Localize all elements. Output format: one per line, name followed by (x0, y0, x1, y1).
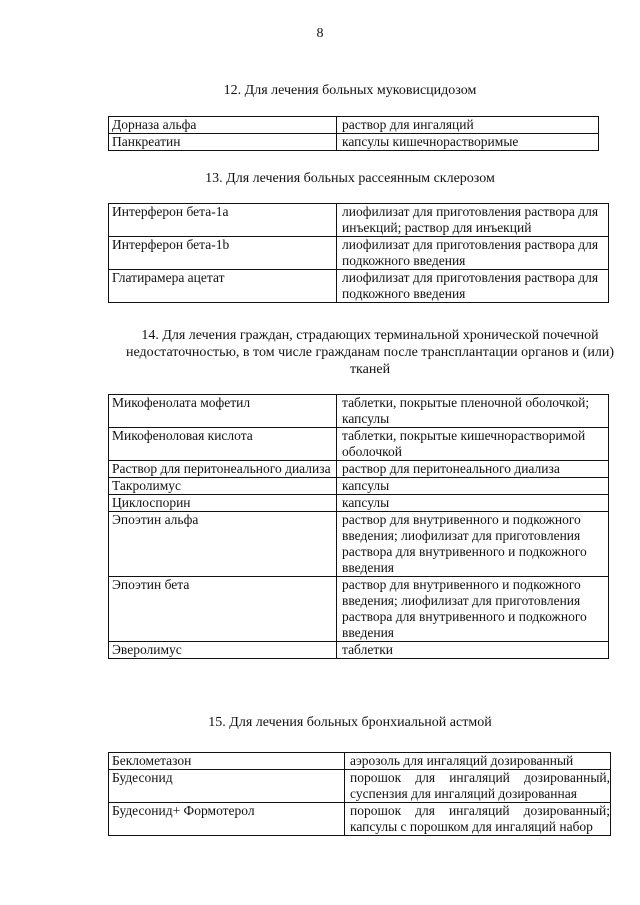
table-row (109, 803, 611, 836)
section-title-13: 13. Для лечения больных рассеянным склерозом (205, 171, 495, 186)
dosage-form: раствор для внутривенного и подкожного введения; лиофилизат для приготовления раствора для внутривенного и подкожного введения (337, 512, 609, 577)
dosage-form: капсулы (337, 495, 609, 512)
drug-name: Эпоэтин бета (109, 577, 337, 642)
dosage-form: порошок для ингаляций дозированный, суспензия для ингаляций дозированная (345, 770, 611, 803)
dosage-form: лиофилизат для приготовления раствора для подкожного введения (337, 237, 609, 270)
dosage-form: лиофилизат для приготовления раствора для инъекций; раствор для инъекций (337, 204, 609, 237)
drug-name: Эверолимус (109, 642, 337, 659)
drug-name: Будесонид+ Формотерол (109, 803, 345, 836)
table-row (109, 237, 609, 270)
table-row (109, 770, 611, 803)
drug-name: Будесонид (109, 770, 345, 803)
table-row (109, 134, 599, 151)
drug-name: Эпоэтин альфа (109, 512, 337, 577)
table-row (109, 642, 609, 659)
drug-name: Глатирамера ацетат (109, 270, 337, 303)
dosage-form: капсулы кишечнорастворимые (337, 134, 599, 151)
drug-name: Интерферон бета-1b (109, 237, 337, 270)
table-row (109, 478, 609, 495)
table-row (109, 117, 599, 134)
drug-name: Циклоспорин (109, 495, 337, 512)
table-bronchial-asthma (108, 752, 611, 836)
table-row (109, 270, 609, 303)
table-multiple-sclerosis (108, 203, 609, 303)
dosage-form: таблетки (337, 642, 609, 659)
table-row (109, 753, 611, 770)
dosage-form: таблетки, покрытые пленочной оболочкой; капсулы (337, 395, 609, 428)
drug-name: Микофеноловая кислота (109, 428, 337, 461)
section-title-14: 14. Для лечения граждан, страдающих терминальной хронической почечной недостаточностью, в том числе гражданам после трансплантации органов и (или) тканей (125, 328, 615, 377)
page-number: 8 (316, 26, 324, 41)
table-row (109, 512, 609, 577)
section-title-12: 12. Для лечения больных муковисцидозом (223, 83, 477, 98)
drug-name: Интерферон бета-1а (109, 204, 337, 237)
drug-name: Раствор для перитонеального диализа (109, 461, 337, 478)
section-title-15: 15. Для лечения больных бронхиальной астмой (208, 715, 492, 730)
drug-name: Беклометазон (109, 753, 345, 770)
table-row (109, 461, 609, 478)
dosage-form: раствор для внутривенного и подкожного введения; лиофилизат для приготовления раствора для внутривенного и подкожного введения (337, 577, 609, 642)
dosage-form: лиофилизат для приготовления раствора для подкожного введения (337, 270, 609, 303)
table-row (109, 428, 609, 461)
table-row (109, 204, 609, 237)
table-row (109, 495, 609, 512)
table-mucoviscidosis (108, 116, 599, 151)
drug-name: Дорназа альфа (109, 117, 337, 134)
dosage-form: аэрозоль для ингаляций дозированный (345, 753, 611, 770)
table-row (109, 577, 609, 642)
dosage-form: таблетки, покрытые кишечнорастворимой оболочкой (337, 428, 609, 461)
dosage-form: раствор для ингаляций (337, 117, 599, 134)
drug-name: Панкреатин (109, 134, 337, 151)
dosage-form: капсулы (337, 478, 609, 495)
drug-name: Такролимус (109, 478, 337, 495)
table-renal-failure (108, 394, 609, 659)
dosage-form: порошок для ингаляций дозированный; капсулы с порошком для ингаляций набор (345, 803, 611, 836)
table-row (109, 395, 609, 428)
drug-name: Микофенолата мофетил (109, 395, 337, 428)
dosage-form: раствор для перитонеального диализа (337, 461, 609, 478)
